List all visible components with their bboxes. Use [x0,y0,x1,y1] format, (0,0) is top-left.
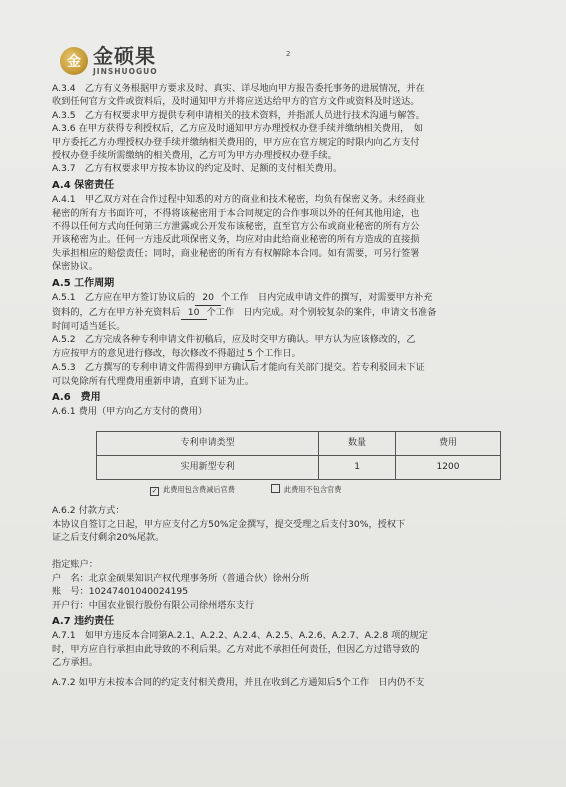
clause-a41-line6: 保密协议。 [52,261,98,273]
logo-emblem-icon: 金 [60,47,88,75]
workdays-draft-value: 20 [195,291,221,305]
account-heading: 指定账户： [52,559,98,571]
section-heading-a5: A.5 工作周期 [52,277,115,289]
fee-cell-type: 实用新型专利 [97,455,319,479]
clause-a72: A.7.2 如甲方未按本合同的约定支付相关费用，并且在收到乙方通知后5个工作 日内仍不支 [52,676,425,688]
clause-a61: A.6.1 费用（甲方向乙方支付的费用） [52,406,208,418]
clause-a36-line2: 甲方委托乙方办理授权办登手续并缴纳相关费用的，甲方应在官方规定的时限内向乙方支付 [52,136,420,148]
fee-notes [150,483,544,496]
checked-box-icon: ✓ [151,486,158,495]
clause-a51-text1: A.5.1 乙方应在甲方签订协议后的 [52,292,196,304]
clause-a41-line4: 开该秘密为止。任何一方违反此项保密义务，均应对由此给商业秘密的所有方造成的直接损 [52,234,420,246]
clause-a51-line3: 时间可适当延长。 [52,320,126,332]
payment-terms-line2: 证之后支付剩余20%尾款。 [52,531,165,543]
fee-header-type: 专利申请类型 [97,431,319,455]
contract-body [52,82,544,689]
clause-a51-text2: 个工作 日内完成申请文件的撰写，对需要甲方补充 [221,292,433,304]
section-heading-a7: A.7 违约责任 [52,616,115,627]
clause-a41-line3: 不得以任何方式向任何第三方泄露或公开发布该秘密，直至官方公布或商业秘密的所有方公 [52,221,420,233]
clause-a41-line1: A.4.1 甲乙双方对在合作过程中知悉的对方的商业和技术秘密，均负有保密义务。未经商业 [52,194,425,206]
clause-a37: A.3.7 乙方有权要求甲方按本协议的约定及时、足额的支付相关费用。 [52,163,343,175]
fee-header-quantity: 数量 [319,431,396,455]
workdays-supplement-value: 10 [181,306,207,320]
clause-a36-line3: 授权办登手续所需缴纳的相关费用，乙方可为甲方办理授权办登手续。 [52,150,337,162]
clause-a41-line2: 秘密的所有方书面许可，不得将该秘密用于本合同规定的合作事项以外的任何其他用途，也 [52,207,420,219]
clause-a71-line3: 乙方承担。 [52,657,98,669]
payment-terms-line1: 本协议自签订之日起，甲方应支付乙方50%定金撰写，提交受理之后支付30%，授权下 [52,518,406,530]
clause-a71-line2: 时，甲方应自行承担由此导致的不利后果。乙方对此不承担任何责任，但因乙方过错导致的 [52,643,420,655]
clause-a41-line5: 失承担相应的赔偿责任；同时，商业秘密的所有方有权解除本合同。如有需要，可另行签署 [52,247,420,259]
clause-a34-line2: 收到任何官方文件或资料后，及时通知甲方并将应送达给甲方的官方文件或资料及时送达。 [52,96,420,108]
clause-a52-line2 [52,347,544,361]
fee-note-excluded [271,483,342,496]
fee-table [96,431,501,480]
fee-note-included-text: 此费用包含费减后官费 [163,484,235,494]
fee-note-included [150,483,235,496]
section-heading-a4: A.4 保密责任 [52,179,115,191]
logo-chinese-name: 金硕果 [93,44,156,68]
section-heading-a6: A.6 费用 [52,391,101,403]
clause-a53-line1: A.5.3 乙方撰写的专利申请文件需得到甲方确认后才能向有关部门提交。若专利驳回未下证 [52,362,425,374]
clause-a52-text1: 方应按甲方的意见进行修改，每次修改不得超过 [52,347,245,359]
company-logo [60,46,158,76]
clause-a51-text3: 资料的，乙方在甲方补充资料后 [52,306,181,318]
clause-a35: A.3.5 乙方有权要求甲方提供专利申请相关的技术资料，并指派人员进行技术沟通与解答。 [52,109,425,121]
clause-a53-line2: 可以免除所有代理费用重新申请，直到下证为止。 [52,375,255,387]
fee-table-header-row [97,431,501,455]
fee-header-amount: 费用 [395,431,500,455]
clause-a52-text2: 个工作日。 [254,347,301,359]
unchecked-box-icon [271,484,280,493]
fee-table-row [97,455,501,479]
clause-a71-line1: A.7.1 如甲方违反本合同第A.2.1、A.2.2、A.2.4、A.2.5、A.2.6、A.2.7、A.2.8 项的规定 [52,630,428,642]
clause-a34-line1: A.3.4 乙方有义务根据甲方要求及时、真实、详尽地向甲方报告委托事务的进展情况，并在 [52,83,425,94]
revision-days-value: 5 [245,347,255,361]
account-bank: 开户行：中国农业银行股份有限公司徐州塔东支行 [52,599,255,611]
clause-a36-line1: A.3.6 在甲方获得专利授权后，乙方应及时通知甲方办理授权办登手续并缴纳相关费用， 如 [52,123,424,135]
clause-a52-line1: A.5.2 乙方完成各种专利申请文件初稿后，应及时交甲方确认。甲方认为应该修改的，乙 [52,334,416,346]
account-number: 账 号：10247401040024195 [52,586,189,598]
clause-a51-line1 [52,291,544,305]
account-name: 户 名：北京金硕果知识产权代理事务所（普通合伙）徐州分所 [52,572,310,584]
clause-a51-line2 [52,306,544,320]
logo-english-name: JINSHUOGUO [93,67,158,76]
page-number: 2 [286,50,291,58]
fee-cell-quantity: 1 [319,455,396,479]
fee-note-excluded-text: 此费用不包含官费 [283,484,342,494]
clause-a62: A.6.2 付款方式： [52,505,125,517]
fee-cell-amount: 1200 [395,455,500,479]
clause-a51-text4: 个工作 日内完成。对个别较复杂的案件，申请文书准备 [206,306,437,318]
